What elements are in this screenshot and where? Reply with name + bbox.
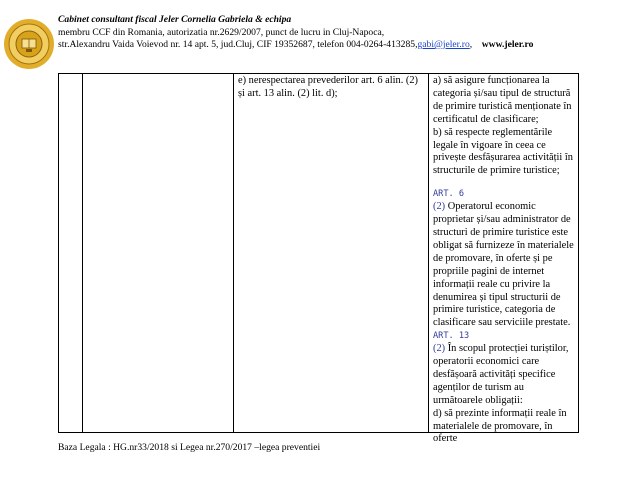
obligations-text bbox=[429, 74, 578, 445]
email-link[interactable]: gabi@jeler.ro bbox=[417, 39, 470, 50]
article-6-par-number: (2) bbox=[433, 201, 446, 213]
table-cell-empty-2 bbox=[83, 74, 234, 433]
article-13-paragraph bbox=[433, 343, 574, 408]
table-cell-violation bbox=[234, 74, 429, 433]
seal-logo-icon bbox=[3, 18, 55, 70]
article-13-par-number: (2) bbox=[433, 343, 446, 355]
article-6-text: Operatorul economic proprietar și/sau administrator de structuri de primire turistice este obligat să furnizeze în materialele de promovare, în oferte și pe propriile pagini de internet informații reale cu privire la denumirea și tipul structurii de primire turistice, categoria de clasificare sau serviciile prestate. bbox=[433, 201, 574, 329]
website-text: www.jeler.ro bbox=[481, 39, 534, 50]
paragraph-a: a) să asigure funcționarea la categoria și/sau tipul de structură de primire turistică menționate în certificatul de clasificare; bbox=[433, 75, 572, 125]
table-row bbox=[59, 74, 579, 433]
violation-text: e) nerespectarea prevederilor art. 6 alin. (2) și art. 13 alin. (2) lit. d); bbox=[238, 75, 418, 99]
paragraph-b: b) să respecte reglementările legale în vigoare în ceea ce privește desfășurarea activității în structurile de primire turistice; bbox=[433, 126, 573, 177]
footer-legal-basis: Baza Legala : HG.nr33/2018 si Legea nr.270/2017 –legea preventiei bbox=[58, 442, 321, 453]
header-address-line bbox=[58, 39, 533, 50]
paragraph-d: d) să prezinte informații reale în materialele de promovare, în oferte bbox=[433, 407, 567, 445]
article-6-paragraph bbox=[433, 201, 574, 330]
table-cell-obligations bbox=[429, 74, 579, 445]
header-membership: membru CCF din Romania, autorizatia nr.2629/2007, punct de lucru in Cluj-Napoca, bbox=[58, 27, 385, 38]
article-6-label: ART. 6 bbox=[433, 189, 465, 200]
article-13-label: ART. 13 bbox=[433, 331, 470, 342]
header-address: str.Alexandru Vaida Voievod nr. 14 apt. 5, jud.Cluj, CIF 19352687, telefon 004-0264-413285, bbox=[58, 39, 418, 50]
legal-table bbox=[58, 73, 579, 445]
header-firm-name: Cabinet consultant fiscal Jeler Cornelia Gabriela & echipa bbox=[58, 14, 292, 25]
header-separator: , bbox=[469, 39, 473, 50]
page-header bbox=[0, 0, 638, 72]
table-cell-empty-1 bbox=[59, 74, 83, 433]
article-13-text: În scopul protecției turiștilor, operatorii economici care desfășoară activități specifice agenților de turism au următoarele obligații: bbox=[433, 343, 569, 406]
